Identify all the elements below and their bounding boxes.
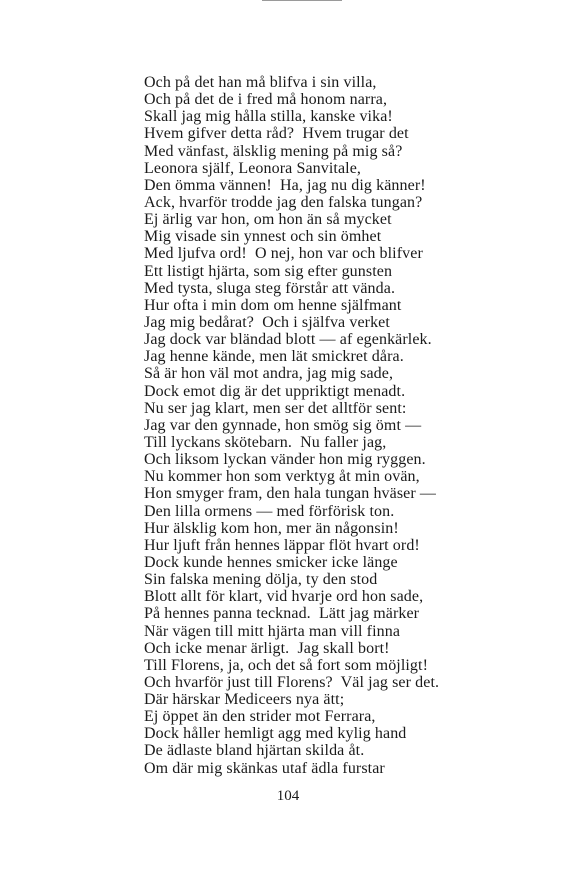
poem-line: Den ömma vännen! Ha, jag nu dig känner! — [144, 176, 426, 194]
poem-line: De ädlaste bland hjärtan skilda åt. — [144, 742, 365, 760]
poem-line: Och på det de i fred må honom narra, — [144, 91, 388, 109]
poem-line: På hennes panna tecknad. Lätt jag märker — [144, 605, 420, 623]
top-rule — [262, 0, 342, 1]
poem-line: Ej ärlig var hon, om hon än så mycket — [144, 211, 392, 229]
poem-line: När vägen till mitt hjärta man vill finna — [144, 622, 401, 640]
poem-line: Mig visade sin ynnest och sin ömhet — [144, 228, 382, 246]
poem-line: Dock håller hemligt agg med kylig hand — [144, 725, 407, 743]
poem-line: Sin falska mening dölja, ty den stod — [144, 571, 378, 589]
poem-line: Ett listigt hjärta, som sig efter gunsten — [144, 262, 393, 280]
poem-line: Jag henne kände, men lät smickret dåra. — [144, 348, 404, 366]
poem-line: Hur ofta i min dom om henne själfmant — [144, 296, 402, 314]
poem-line: Dock kunde hennes smicker icke länge — [144, 553, 398, 571]
poem-line: Hur älsklig kom hon, mer än någonsin! — [144, 519, 399, 537]
poem-line: Jag dock var bländad blott — af egenkärlek. — [144, 331, 432, 349]
poem-line: Och hvarför just till Florens? Väl jag ser det. — [144, 673, 440, 691]
poem-text — [144, 74, 439, 777]
poem-line: Med ljufva ord! O nej, hon var och blifver — [144, 245, 423, 263]
poem-line: Jag mig bedårat? Och i själfva verket — [144, 313, 390, 331]
poem-line: Dock emot dig är det uppriktigt menadt. — [144, 382, 406, 400]
poem-line: Där härskar Mediceers nya ätt; — [144, 691, 345, 709]
poem-line: Nu ser jag klart, men ser det alltför sent: — [144, 399, 407, 417]
poem-line: Till Florens, ja, och det så fort som möjligt! — [144, 656, 428, 674]
poem-line: Till lyckans skötebarn. Nu faller jag, — [144, 433, 387, 451]
poem-line: Hvem gifver detta råd? Hvem trugar det — [144, 125, 409, 143]
poem-line: Den lilla ormens — med förförisk ton. — [144, 502, 395, 520]
poem-line: Och icke menar ärligt. Jag skall bort! — [144, 639, 390, 657]
poem-line: Ack, hvarför trodde jag den falska tungan? — [144, 193, 423, 211]
poem-line: Ej öppet än den strider mot Ferrara, — [144, 708, 376, 726]
poem-line: Nu kommer hon som verktyg åt min ovän, — [144, 468, 420, 486]
poem-line: Om där mig skänkas utaf ädla furstar — [144, 759, 385, 777]
poem-line: Och på det han må blifva i sin villa, — [144, 74, 377, 91]
page-number: 104 — [276, 788, 300, 804]
poem-line: Leonora själf, Leonora Sanvitale, — [144, 159, 361, 177]
poem-line: Skall jag mig hålla stilla, kanske vika! — [144, 108, 393, 126]
poem-line: Och liksom lyckan vänder hon mig ryggen. — [144, 451, 426, 469]
poem-line: Med vänfast, älsklig mening på mig så? — [144, 142, 403, 160]
poem-line: Hur ljuft från hennes läppar flöt hvart ord! — [144, 536, 420, 554]
poem-line: Blott allt för klart, vid hvarje ord hon sade, — [144, 588, 424, 606]
poem-line: Med tysta, sluga steg förstår att vända. — [144, 279, 396, 297]
poem-line: Jag var den gynnade, hon smög sig ömt — — [144, 416, 422, 434]
poem-line: Hon smyger fram, den hala tungan hväser — — [144, 485, 437, 503]
poem-line: Så är hon väl mot andra, jag mig sade, — [144, 365, 394, 383]
